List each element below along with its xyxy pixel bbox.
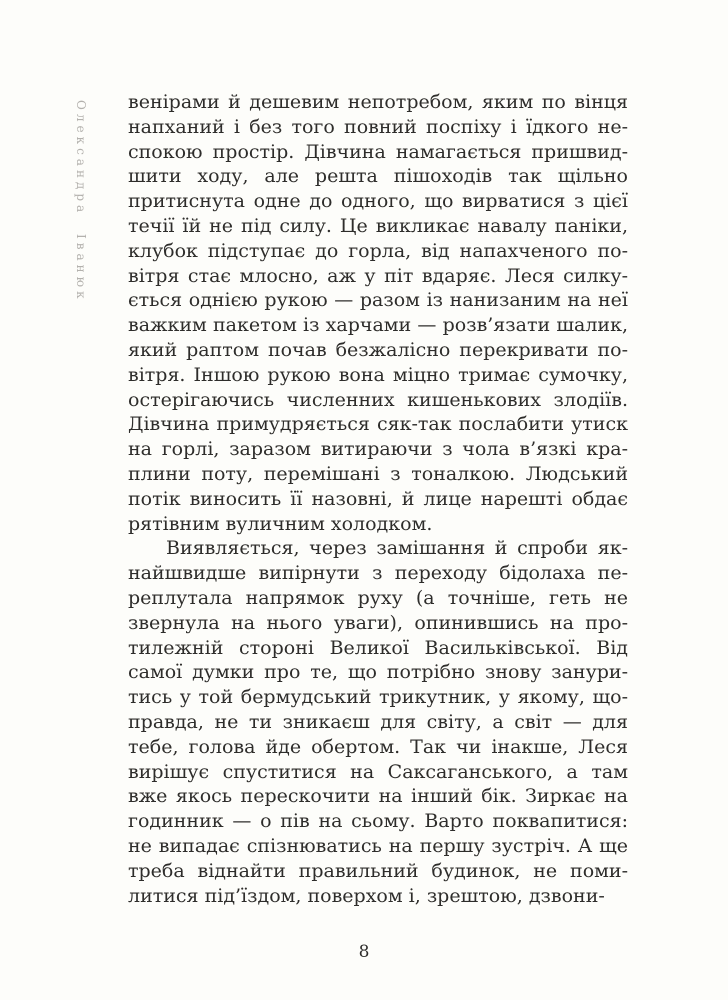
text-line: найшвидше випірнути з переходу бідолаха пе- <box>128 562 628 585</box>
text-line: шити ходу, але решта пішоходів так щільно <box>128 165 628 188</box>
text-line: вирішує спуститися на Саксаганського, а там <box>128 760 628 783</box>
text-line: спокою простір. Дівчина намагається пришвид- <box>128 140 628 163</box>
text-line: треба віднайти правильний будинок, не поми- <box>128 859 628 882</box>
text-line: напханий і без того повний поспіху і їдкого не- <box>128 115 628 138</box>
text-line: годинник — о пів на сьому. Варто поквапитися: <box>128 810 628 833</box>
text-line: правда, не ти зникаєш для світу, а світ — для <box>128 710 628 733</box>
text-line: тебе, голова йде обертом. Так чи інакше, Леся <box>128 735 628 758</box>
text-line: рятівним вуличним холодком. <box>128 512 433 535</box>
text-line: течії їй не під силу. Це викликає навалу паніки, <box>128 214 628 237</box>
text-line: вітря стає млосно, аж у піт вдаряє. Леся силку- <box>128 264 628 287</box>
page-number: 8 <box>358 942 370 962</box>
text-line: потік виносить її назовні, й лице нарешті обдає <box>128 487 628 510</box>
text-line: тилежній стороні Великої Васильківської. Від <box>128 636 628 659</box>
text-line: самої думки про те, що потрібно знову занури- <box>128 661 628 684</box>
text-line: венірами й дешевим непотребом, яким по вінця <box>128 91 628 113</box>
text-line: реплутала напрямок руху (а точніше, геть не <box>128 586 628 609</box>
text-line: тись у той бермудський трикутник, у якому, що- <box>128 686 628 709</box>
text-line: Дівчина примудряється сяк-так послабити утиск <box>128 413 628 436</box>
paragraph <box>128 90 628 536</box>
text-line: вже якось перескочити на інший бік. Зиркає на <box>128 785 628 808</box>
text-line: плини поту, перемішані з тоналкою. Людський <box>128 462 628 485</box>
text-line: вітря. Іншою рукою вона міцно тримає сумочку, <box>128 363 628 386</box>
author-name-vertical: Олександра Іванюк <box>74 100 88 303</box>
text-line: звернула на нього уваги), опинившись на про- <box>128 611 628 634</box>
text-block <box>128 90 628 908</box>
text-line: литися під’їздом, поверхом і, зрештою, дзвони- <box>128 884 605 907</box>
text-line: клубок підступає до горла, від напахченого по- <box>128 239 628 262</box>
text-line: остерігаючись численних кишенькових злодіїв. <box>128 388 628 411</box>
text-line: не випадає спізнюватись на першу зустріч. А ще <box>128 834 628 857</box>
text-line: важким пакетом із харчами — розв’язати шалик, <box>128 314 628 337</box>
paragraph <box>128 536 628 908</box>
text-line: на горлі, заразом витираючи з чола в’язкі кра- <box>128 438 628 461</box>
text-line: притиснута одне до одного, що вирватися з цієї <box>128 190 628 213</box>
text-line: Виявляється, через замішання й спроби як- <box>166 537 628 560</box>
text-line: який раптом почав безжалісно перекривати по- <box>128 338 628 361</box>
text-line: ється однією рукою — разом із нанизаним на неї <box>128 289 628 312</box>
